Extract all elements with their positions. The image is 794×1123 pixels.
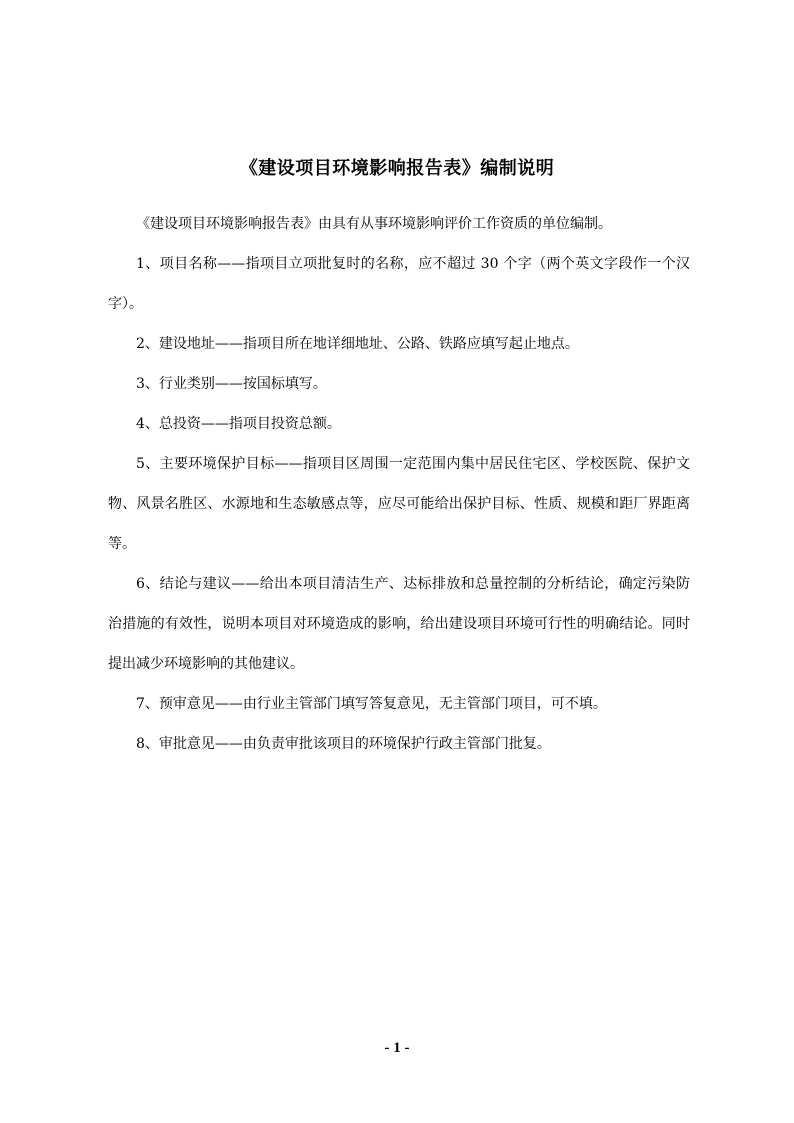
item-project-name: 1、项目名称——指项目立项批复时的名称，应不超过 30 个字（两个英文字段作一个汉字）。 — [108, 256, 690, 312]
item-protection-targets: 5、主要环境保护目标——指项目区周围一定范围内集中居民住宅区、学校医院、保护文物、风景名胜区、水源地和生态敏感点等，应尽可能给出保护目标、性质、规模和距厂界距离等。 — [108, 456, 690, 552]
page-title: 《建设项目环境影响报告表》编制说明 — [239, 158, 555, 179]
item-total-investment: 4、总投资——指项目投资总额。 — [136, 416, 341, 432]
item-preliminary-review: 7、预审意见——由行业主管部门填写答复意见，无主管部门项目，可不填。 — [136, 696, 607, 712]
document-body — [108, 204, 690, 764]
intro-paragraph: 《建设项目环境影响报告表》由具有从事环境影响评价工作资质的单位编制。 — [136, 216, 612, 232]
page-number: - 1 - — [384, 1040, 410, 1056]
item-industry-category: 3、行业类别——按国标填写。 — [136, 376, 327, 392]
item-approval-opinion: 8、审批意见——由负责审批该项目的环境保护行政主管部门批复。 — [136, 736, 551, 752]
item-conclusions-suggestions: 6、结论与建议——给出本项目清洁生产、达标排放和总量控制的分析结论，确定污染防治措施的有效性，说明本项目对环境造成的影响，给出建设项目环境可行性的明确结论。同时提出减少环境影响的其他建议。 — [108, 576, 690, 672]
item-construction-address: 2、建设地址——指项目所在地详细地址、公路、铁路应填写起止地点。 — [136, 336, 579, 352]
